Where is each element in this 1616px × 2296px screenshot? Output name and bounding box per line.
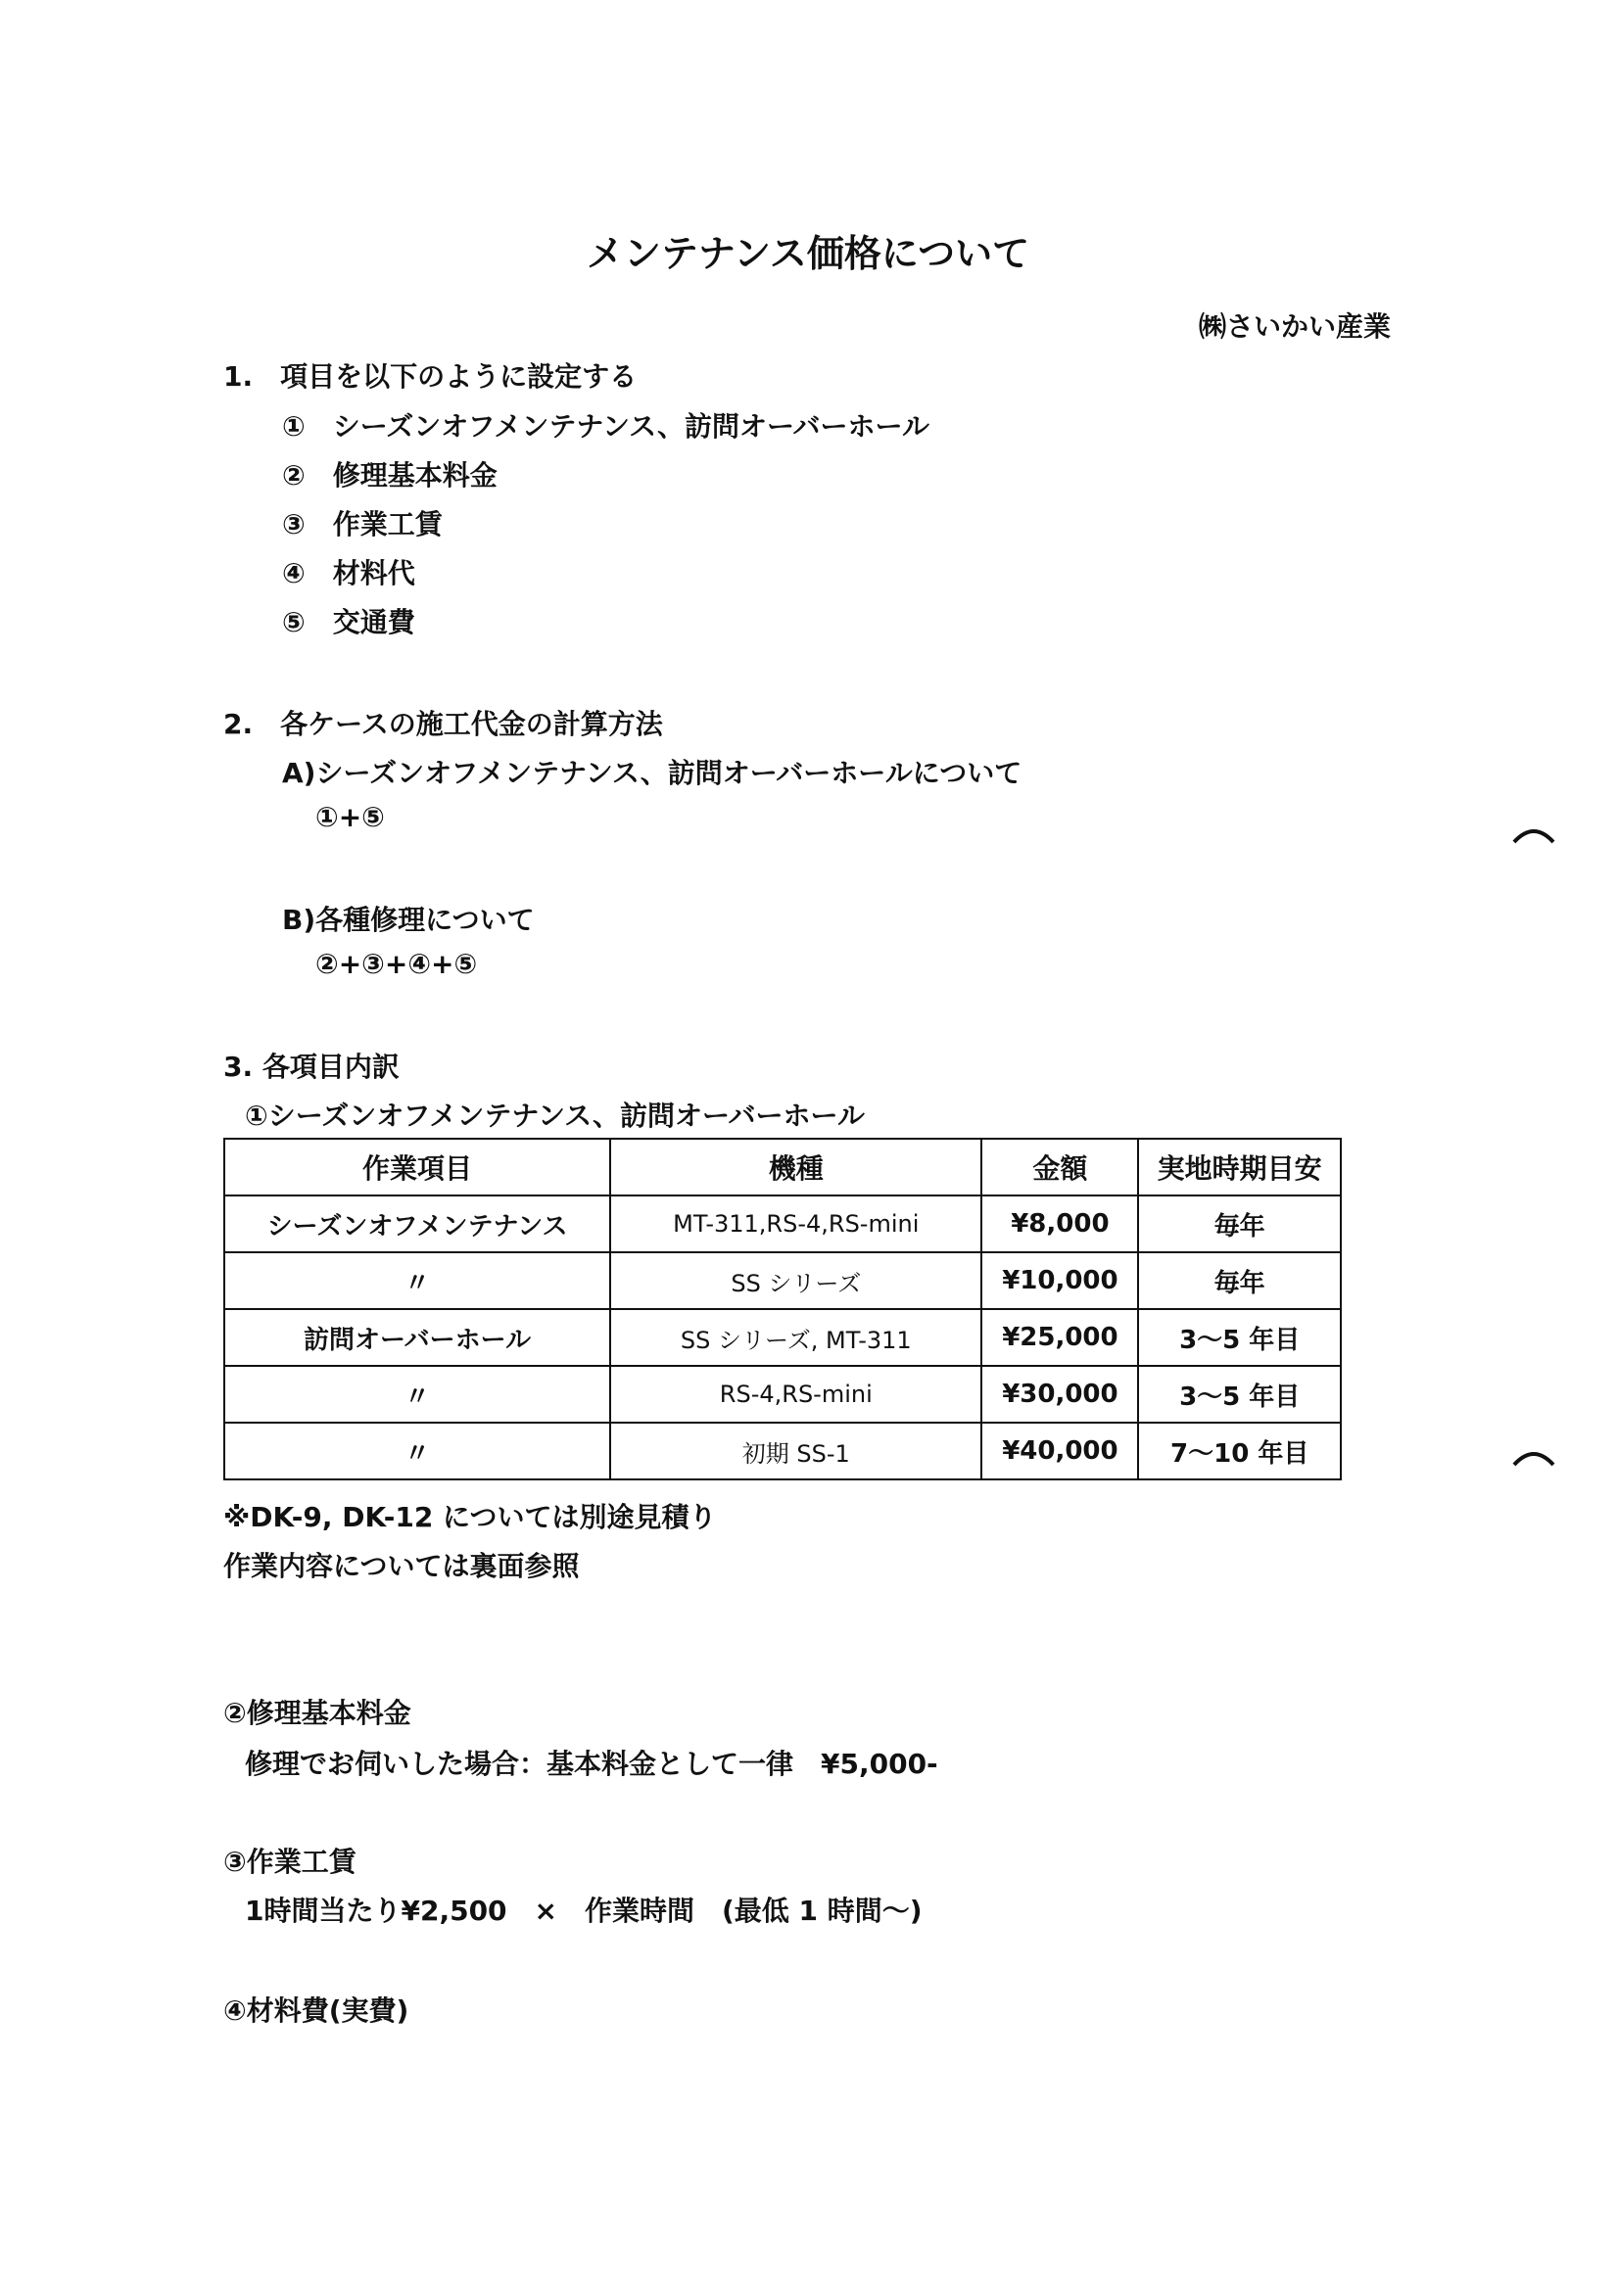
punch-hole-mark [1512, 1447, 1555, 1467]
col-header-work-item: 作業項目 [224, 1139, 610, 1195]
table-row [224, 1252, 1341, 1309]
cell-timing: 7～10 年目 [1138, 1423, 1341, 1479]
cell-timing: 3～5 年目 [1138, 1309, 1341, 1366]
cell-price: ¥25,000 [981, 1309, 1138, 1366]
section2-heading: 2. 各ケースの施工代金の計算方法 [223, 708, 663, 740]
col-header-model: 機種 [610, 1139, 981, 1195]
cell-model: SS シリーズ [610, 1252, 981, 1309]
note-dk-models: ※DK-9, DK-12 については別途見積り [223, 1501, 717, 1533]
sub1-heading: ①シーズンオフメンテナンス、訪問オーバーホール [245, 1100, 865, 1132]
table-row [224, 1195, 1341, 1252]
cell-work-item: 訪問オーバーホール [224, 1309, 610, 1366]
cell-work-item: 〃 [224, 1252, 610, 1309]
cell-work-item: シーズンオフメンテナンス [224, 1195, 610, 1252]
col-header-timing: 実地時期目安 [1138, 1139, 1341, 1195]
company-name: ㈱さいかい産業 [1198, 310, 1391, 343]
cell-price: ¥40,000 [981, 1423, 1138, 1479]
section1-heading: 1. 項目を以下のように設定する [223, 360, 638, 393]
section1-item-4: ④ 材料代 [282, 557, 415, 589]
cell-price: ¥10,000 [981, 1252, 1138, 1309]
page-title: メンテナンス価格について [586, 232, 1030, 275]
table-row [224, 1366, 1341, 1423]
note-see-reverse: 作業内容については裏面参照 [223, 1550, 580, 1582]
table-row [224, 1309, 1341, 1366]
sub2-text: 修理でお伺いした場合：基本料金として一律 ¥5,000- [245, 1748, 938, 1780]
cell-price: ¥30,000 [981, 1366, 1138, 1423]
cell-timing: 毎年 [1138, 1195, 1341, 1252]
section1-item-5: ⑤ 交通費 [282, 606, 415, 638]
cell-timing: 3～5 年目 [1138, 1366, 1341, 1423]
table-row [224, 1423, 1341, 1479]
sub4-heading: ④材料費(実費) [223, 1994, 409, 2027]
cell-model: RS-4,RS-mini [610, 1366, 981, 1423]
case-b-formula: ②+③+④+⑤ [315, 948, 478, 980]
sub2-heading: ②修理基本料金 [223, 1697, 411, 1729]
cell-work-item: 〃 [224, 1366, 610, 1423]
cell-model: SS シリーズ, MT-311 [610, 1309, 981, 1366]
col-header-price: 金額 [981, 1139, 1138, 1195]
cell-model: MT-311,RS-4,RS-mini [610, 1195, 981, 1252]
case-a-label: A)シーズンオフメンテナンス、訪問オーバーホールについて [282, 757, 1022, 789]
cell-timing: 毎年 [1138, 1252, 1341, 1309]
section1-item-3: ③ 作業工賃 [282, 508, 443, 540]
cell-model: 初期 SS-1 [610, 1423, 981, 1479]
cell-work-item: 〃 [224, 1423, 610, 1479]
case-a-formula: ①+⑤ [315, 801, 385, 833]
case-b-label: B)各種修理について [282, 904, 535, 936]
cell-price: ¥8,000 [981, 1195, 1138, 1252]
section1-item-1: ① シーズンオフメンテナンス、訪問オーバーホール [282, 410, 929, 443]
price-table [223, 1138, 1342, 1480]
table-header-row [224, 1139, 1341, 1195]
section3-heading: 3. 各項目内訳 [223, 1051, 400, 1083]
punch-hole-mark [1512, 824, 1555, 844]
section1-item-2: ② 修理基本料金 [282, 459, 498, 492]
sub3-text: 1時間当たり¥2,500 × 作業時間 (最低 1 時間～) [245, 1895, 923, 1927]
sub3-heading: ③作業工賃 [223, 1846, 356, 1878]
